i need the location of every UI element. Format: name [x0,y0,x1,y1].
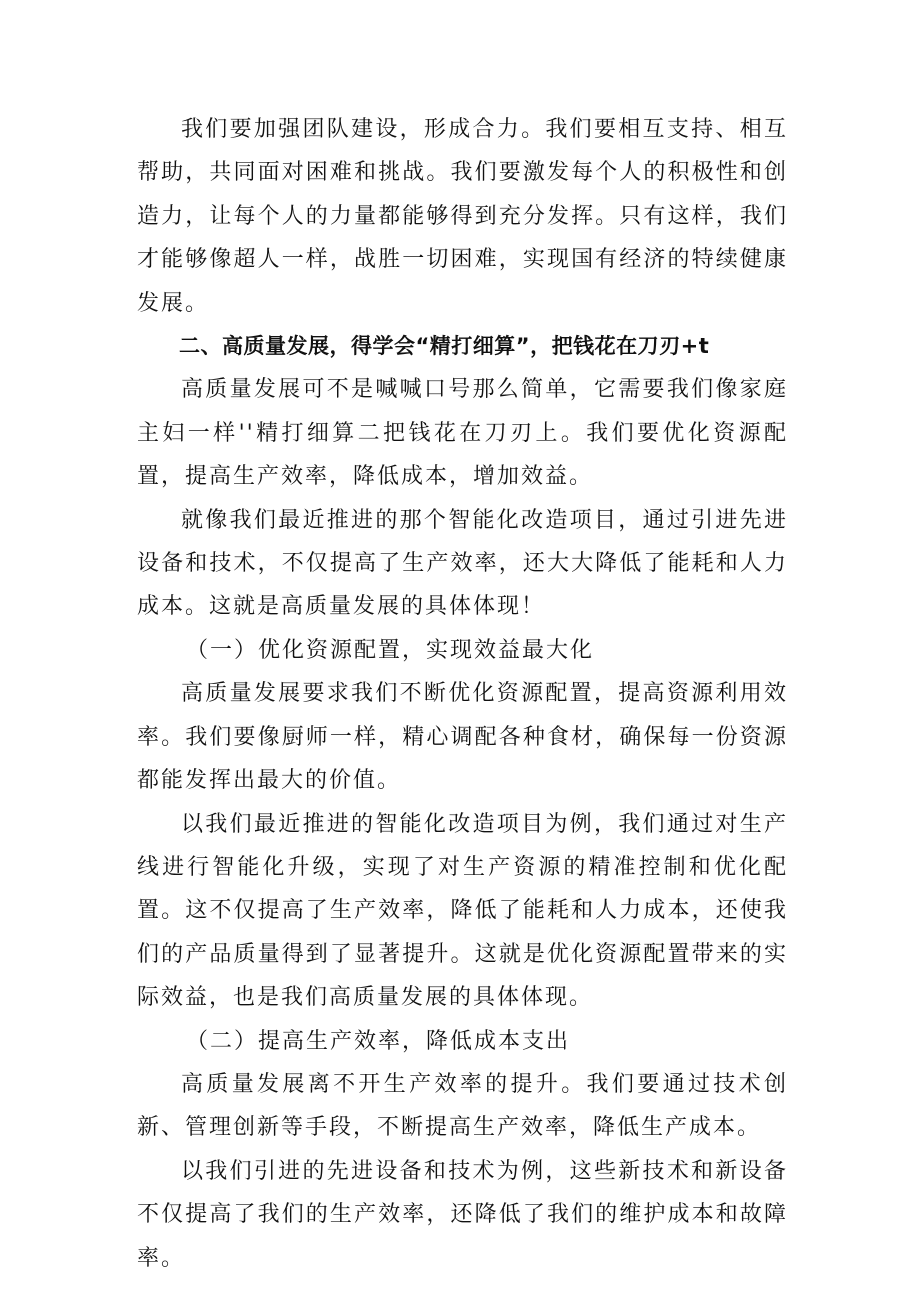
paragraph-team-building: 我们要加强团队建设，形成合力。我们要相互支持、相互帮助，共同面对困难和挑战。我们要激发每个人的积极性和创造力，让每个人的力量都能够得到充分发挥。只有这样，我们才能够像超人一样，战胜一切困难，实现国有经济的特续健康发展。 [137,117,788,316]
subsection-heading-1: （一）优化资源配置，实现效益最大化 [186,637,595,663]
subsection-heading-2: （二）提高生产效率，降低成本支出 [186,1028,571,1054]
paragraph-efficiency: 高质量发展离不开生产效率的提升。我们要通过技术创新、管理创新等手段，不断提高生产效率，降低生产成本。 [137,1071,788,1141]
paragraph-careful-budgeting: 高质量发展可不是喊喊口号那么简单，它需要我们像家庭主妇一样''精打细算二把钱花在刀刃上。我们要优化资源配置，提高生产效率，降低成本，增加效益。 [137,377,788,490]
paragraph-resource-allocation: 高质量发展要求我们不断优化资源配置，提高资源利用效率。我们要像厨师一样，精心调配各种食材，确保每一份资源都能发挥出最大的价值。 [137,681,788,794]
paragraph-production-line-example: 以我们最近推进的智能化改造项目为例，我们通过对生产线进行智能化升级，实现了对生产资源的精准控制和优化配置。这不仅提高了生产效率，降低了能耗和人力成本，还使我们的产品质量得到了显著提升。这就是优化资源配置带来的实际效益，也是我们高质量发展的具体体现。 [137,811,788,1011]
section-heading-2: 二、高质量发展，得学会“精打细算”，把钱花在刀刃+t [179,334,710,359]
paragraph-smart-upgrade-example: 就像我们最近推进的那个智能化改造项目，通过引进先进设备和技术，不仅提高了生产效率，还大大降低了能耗和人力成本。这就是高质量发展的具体体现！ [137,507,788,620]
paragraph-equipment-example: 以我们引进的先进设备和技术为例，这些新技术和新设备不仅提高了我们的生产效率，还降低了我们的维护成本和故障率。 [137,1158,788,1271]
